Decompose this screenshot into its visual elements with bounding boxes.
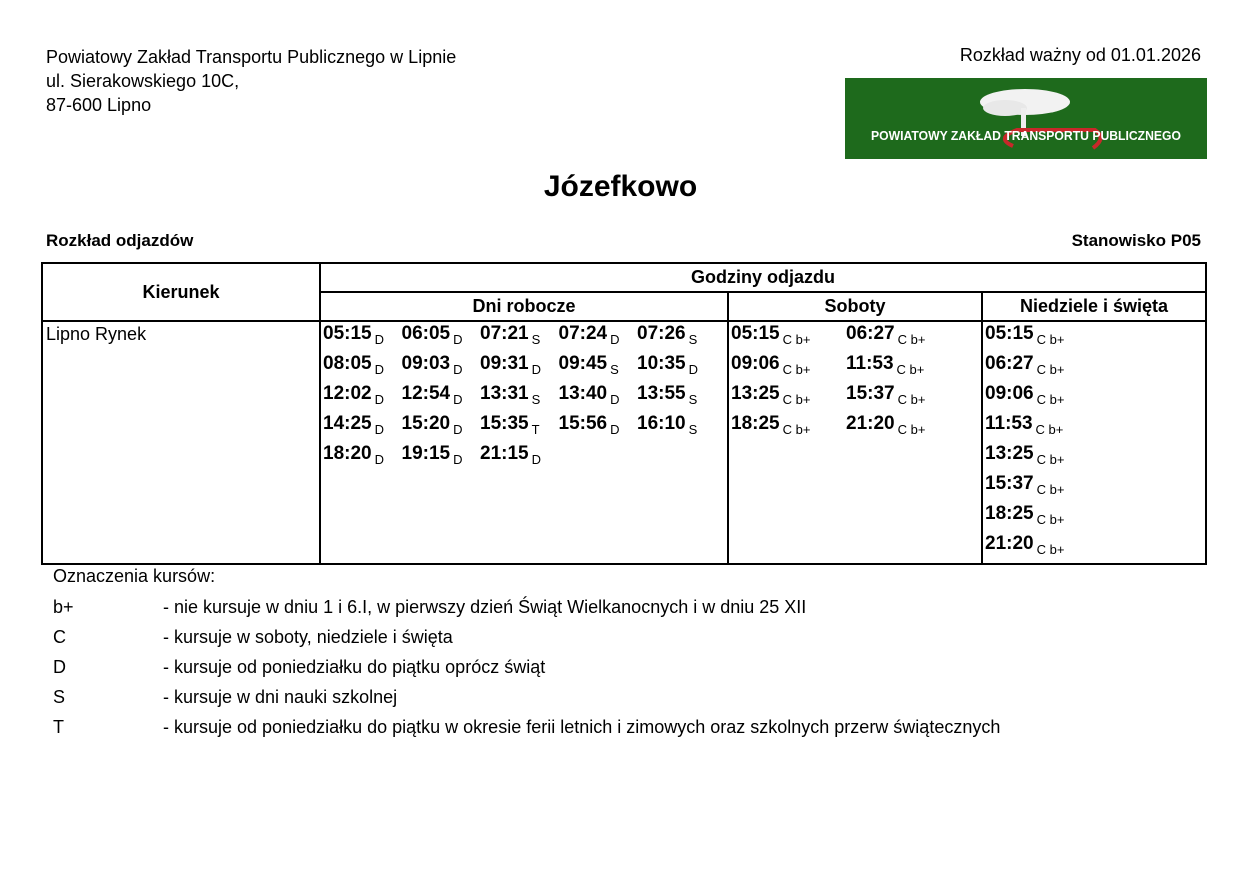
time: 15:37 [846, 383, 895, 404]
legend-code: D [53, 657, 66, 677]
course-code: S [610, 362, 619, 377]
legend-description: - kursuje od poniedziałku do piątku oprócz świąt [163, 657, 546, 677]
time: 19:15 [401, 443, 451, 464]
operator-logo [845, 78, 1207, 159]
course-code: C b+ [1036, 482, 1065, 497]
legend-code: T [53, 717, 64, 737]
course-code: S [688, 392, 698, 407]
time: 13:40 [558, 383, 608, 404]
time: 15:37 [985, 473, 1034, 494]
legend-description: - nie kursuje w dniu 1 i 6.I, w pierwszy dzień Świąt Wielkanocnych i w dniu 25 XII [163, 597, 807, 617]
timetable [41, 262, 1207, 565]
col-saturdays: Soboty [728, 292, 982, 321]
departure-time [480, 383, 559, 413]
legend-description: - kursuje od poniedziałku do piątku w okresie ferii letnich i zimowych oraz szkolnych przerw świątecznych [163, 717, 1001, 737]
course-code: S [531, 392, 541, 407]
course-code: D [531, 362, 541, 377]
schedule-label: Rozkład odjazdów [46, 231, 194, 250]
operator-name: Powiatowy Zakład Transportu Publicznego w Lipnie [46, 47, 457, 67]
legend-description: - kursuje w dni nauki szkolnej [163, 687, 398, 707]
departure-time [731, 383, 846, 413]
course-code: D [374, 392, 384, 407]
col-weekdays: Dni robocze [320, 292, 728, 321]
departure-time [323, 383, 402, 413]
time: 07:26 [637, 323, 686, 344]
departure-time [731, 353, 846, 383]
platform-label: Stanowisko P05 [1071, 231, 1201, 250]
operator-street: ul. Sierakowskiego 10C, [46, 71, 240, 91]
course-code: C b+ [896, 362, 925, 377]
time: 11:53 [985, 413, 1033, 434]
course-code: D [453, 332, 463, 347]
time: 12:02 [323, 383, 372, 404]
time: 13:25 [985, 443, 1034, 464]
time: 18:20 [323, 443, 372, 464]
departure-time [402, 443, 481, 473]
time: 13:31 [480, 383, 529, 404]
time: 09:03 [401, 353, 451, 374]
time: 14:25 [323, 413, 372, 434]
course-code: C b+ [1036, 362, 1065, 377]
time: 07:24 [558, 323, 608, 344]
course-code: C b+ [897, 392, 926, 407]
time: 15:20 [401, 413, 451, 434]
departure-time [480, 413, 559, 443]
operator-address [46, 45, 456, 117]
departure-time [985, 413, 1185, 443]
course-code: T [531, 422, 540, 437]
departure-time [985, 533, 1185, 563]
valid-from: Rozkład ważny od 01.01.2026 [959, 45, 1201, 65]
departure-time [846, 323, 961, 353]
course-code: C b+ [897, 422, 926, 437]
legend-code: C [53, 627, 66, 647]
departure-time [480, 443, 559, 473]
time: 12:54 [401, 383, 451, 404]
col-sundays: Niedziele i święta [982, 292, 1206, 321]
time: 13:55 [637, 383, 686, 404]
departure-time [559, 353, 638, 383]
time: 21:20 [985, 533, 1034, 554]
departure-time [559, 413, 638, 443]
time: 08:05 [323, 353, 372, 374]
departure-time [480, 353, 559, 383]
time: 13:25 [731, 383, 780, 404]
departure-time [323, 443, 402, 473]
time: 06:27 [846, 323, 895, 344]
course-code: D [688, 362, 698, 377]
departure-time [402, 413, 481, 443]
departure-time [559, 323, 638, 353]
col-hours: Godziny odjazdu [320, 263, 1206, 292]
course-code: D [531, 452, 541, 467]
departure-time [323, 353, 402, 383]
time: 09:06 [985, 383, 1034, 404]
departure-time [731, 323, 846, 353]
departure-time [731, 413, 846, 443]
departure-time [402, 383, 481, 413]
course-code: D [374, 332, 384, 347]
time: 15:56 [558, 413, 608, 434]
course-code: D [453, 452, 463, 467]
time: 18:25 [985, 503, 1034, 524]
time: 21:15 [480, 443, 529, 464]
departure-time [985, 383, 1185, 413]
course-code: D [374, 452, 384, 467]
course-code: C b+ [1036, 542, 1065, 557]
departure-time [985, 473, 1185, 503]
sunday-times [983, 322, 1205, 563]
time: 07:21 [480, 323, 529, 344]
course-code: S [688, 422, 698, 437]
course-code: D [453, 422, 463, 437]
course-code: S [688, 332, 698, 347]
departure-time [637, 353, 716, 383]
legend-code: S [53, 687, 66, 707]
course-code: C b+ [1036, 512, 1065, 527]
course-code: C b+ [1035, 422, 1064, 437]
col-direction: Kierunek [42, 263, 320, 321]
course-code: C b+ [782, 422, 811, 437]
time: 11:53 [846, 353, 894, 374]
time: 09:31 [480, 353, 529, 374]
departure-time [846, 353, 961, 383]
departure-time [637, 383, 716, 413]
course-code: C b+ [897, 332, 926, 347]
departure-time [985, 353, 1185, 383]
weekday-times [321, 322, 727, 473]
time: 06:05 [401, 323, 451, 344]
legend-description: - kursuje w soboty, niedziele i święta [163, 627, 453, 647]
departure-time [323, 323, 402, 353]
time: 06:27 [985, 353, 1034, 374]
departure-time [637, 323, 716, 353]
departure-time [846, 383, 961, 413]
time: 05:15 [323, 323, 372, 344]
time: 05:15 [731, 323, 780, 344]
direction: Lipno Rynek [42, 321, 320, 564]
stop-name: Józefkowo [543, 170, 698, 203]
departure-time [480, 323, 559, 353]
course-code: C b+ [1036, 452, 1065, 467]
legend-code: b+ [53, 597, 74, 617]
time: 10:35 [637, 353, 686, 374]
time: 18:25 [731, 413, 780, 434]
time: 21:20 [846, 413, 895, 434]
course-code: D [453, 362, 463, 377]
course-code: D [374, 422, 384, 437]
departure-time [637, 413, 716, 443]
departure-time [323, 413, 402, 443]
departure-time [985, 323, 1185, 353]
departure-time [402, 323, 481, 353]
course-code: D [374, 362, 384, 377]
svg-text:POWIATOWY ZAKŁAD TRANSPORTU PU: POWIATOWY ZAKŁAD TRANSPORTU PUBLICZNEGO [871, 128, 1181, 143]
course-code: C b+ [782, 392, 811, 407]
course-code: C b+ [782, 362, 811, 377]
time: 16:10 [637, 413, 686, 434]
departure-time [846, 413, 961, 443]
time: 05:15 [985, 323, 1034, 344]
departure-time [559, 383, 638, 413]
course-code: D [453, 392, 463, 407]
operator-city: 87-600 Lipno [46, 95, 152, 115]
course-code: C b+ [782, 332, 811, 347]
time: 09:06 [731, 353, 780, 374]
course-code: D [610, 392, 620, 407]
course-code: D [610, 422, 620, 437]
departure-time [985, 443, 1185, 473]
course-code: S [531, 332, 541, 347]
departure-time [402, 353, 481, 383]
time: 15:35 [480, 413, 529, 434]
time: 09:45 [558, 353, 608, 374]
saturday-times [729, 322, 981, 443]
departure-time [985, 503, 1185, 533]
course-code: C b+ [1036, 332, 1065, 347]
legend-title: Oznaczenia kursów: [53, 566, 216, 586]
course-code: C b+ [1036, 392, 1065, 407]
course-code: D [610, 332, 620, 347]
